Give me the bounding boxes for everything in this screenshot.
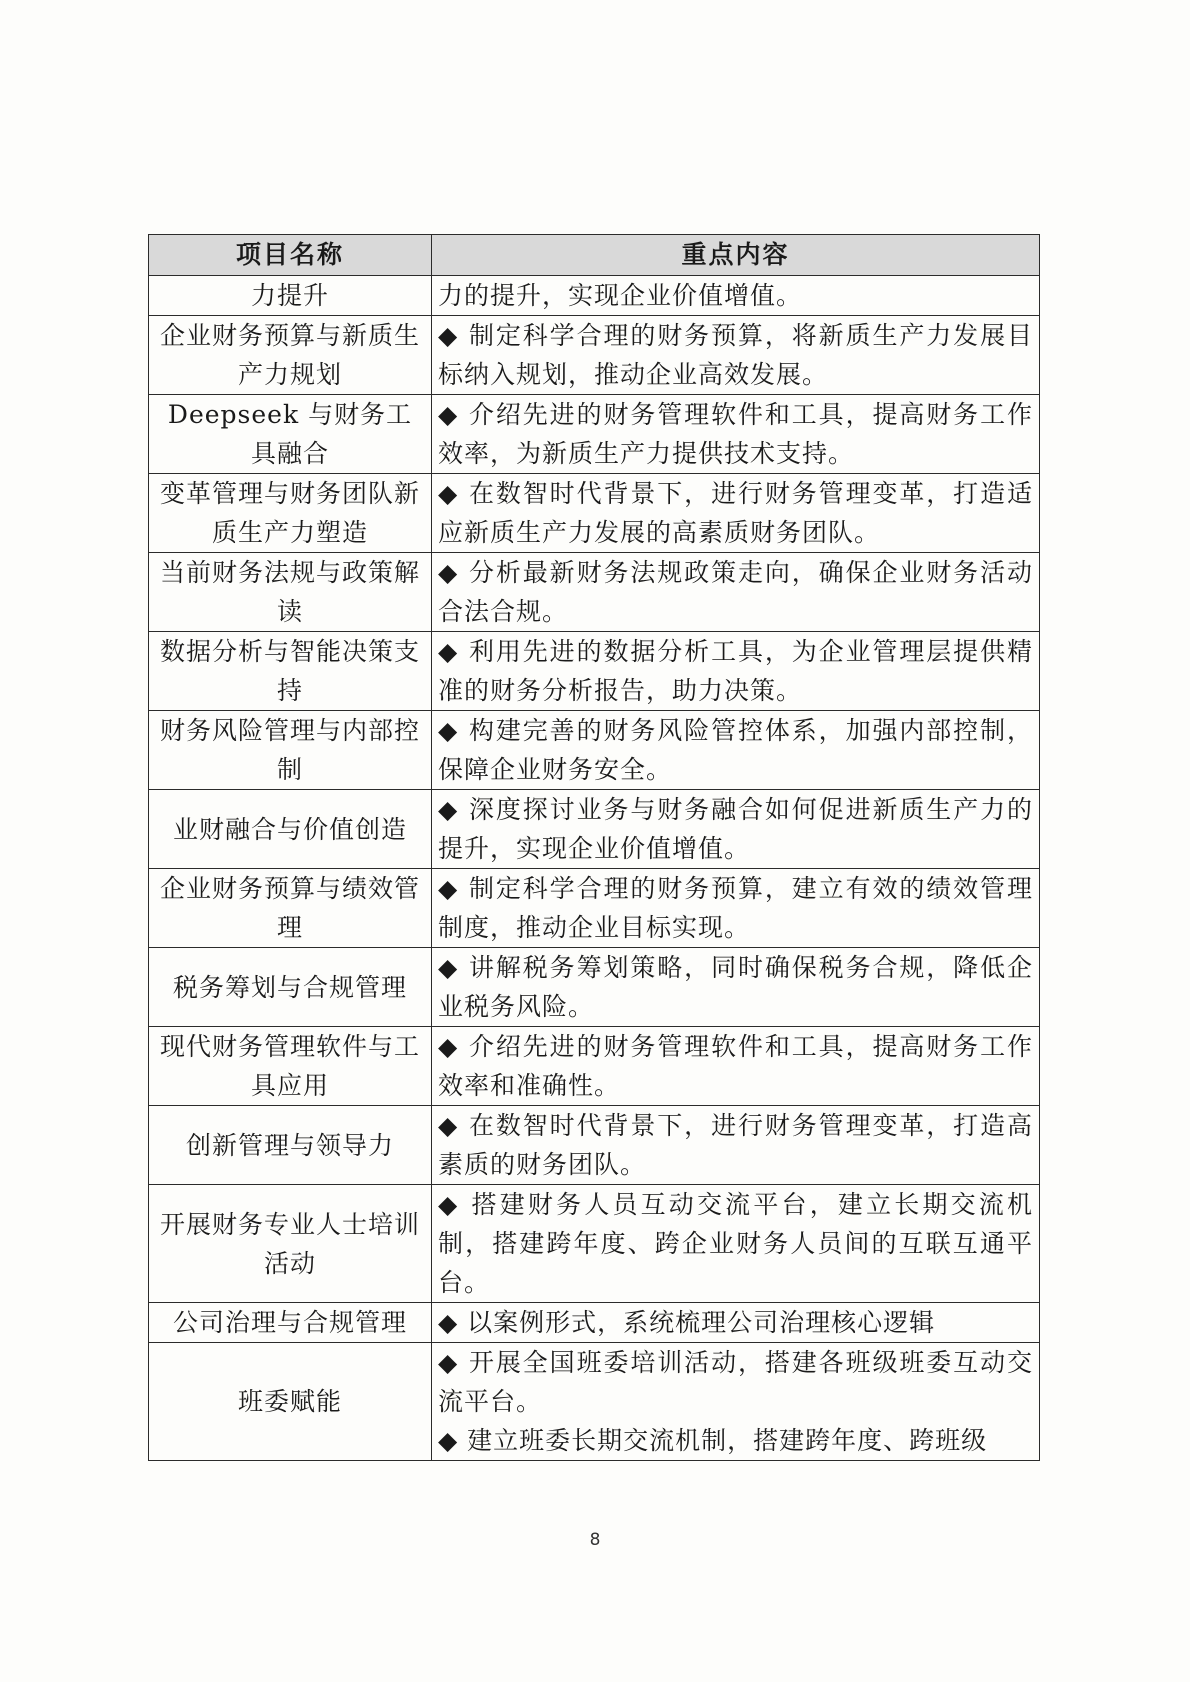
content-line: ◆ 讲解税务筹划策略，同时确保税务合规，降低企业税务风险。	[438, 953, 1033, 1021]
content-line: ◆ 构建完善的财务风险管控体系，加强内部控制，保障企业财务安全。	[438, 716, 1033, 784]
content-line: ◆ 建立班委长期交流机制，搭建跨年度、跨班级	[438, 1426, 988, 1455]
table-row	[149, 869, 1040, 948]
table-header-row	[149, 235, 1040, 276]
key-content-cell	[432, 790, 1040, 869]
page-number: 8	[589, 1530, 601, 1550]
header-project-name: 项目名称	[149, 235, 432, 276]
project-name-cell: 创新管理与领导力	[149, 1106, 432, 1185]
project-name-cell: 税务筹划与合规管理	[149, 948, 432, 1027]
key-content-cell	[432, 869, 1040, 948]
key-content-cell	[432, 1343, 1040, 1461]
project-name-cell: Deepseek 与财务工具融合	[149, 395, 432, 474]
key-content-cell	[432, 553, 1040, 632]
key-content-cell	[432, 1027, 1040, 1106]
project-name-cell: 班委赋能	[149, 1343, 432, 1461]
key-content-cell	[432, 632, 1040, 711]
project-name-cell: 业财融合与价值创造	[149, 790, 432, 869]
content-line: ◆ 制定科学合理的财务预算，建立有效的绩效管理制度，推动企业目标实现。	[438, 874, 1033, 942]
header-key-content: 重点内容	[432, 235, 1040, 276]
content-line: ◆ 介绍先进的财务管理软件和工具，提高财务工作效率和准确性。	[438, 1032, 1033, 1100]
table-row	[149, 1027, 1040, 1106]
table-row	[149, 632, 1040, 711]
table-row	[149, 948, 1040, 1027]
project-name-cell: 开展财务专业人士培训活动	[149, 1185, 432, 1303]
project-name-cell: 当前财务法规与政策解读	[149, 553, 432, 632]
key-content-cell	[432, 316, 1040, 395]
project-name-cell: 财务风险管理与内部控制	[149, 711, 432, 790]
table-body	[149, 276, 1040, 1461]
key-content-cell	[432, 474, 1040, 553]
table-row	[149, 276, 1040, 316]
project-name-cell: 变革管理与财务团队新质生产力塑造	[149, 474, 432, 553]
key-content-cell	[432, 711, 1040, 790]
project-name-cell: 现代财务管理软件与工具应用	[149, 1027, 432, 1106]
content-line: ◆ 以案例形式，系统梳理公司治理核心逻辑	[438, 1308, 936, 1337]
content-line: ◆ 制定科学合理的财务预算，将新质生产力发展目标纳入规划，推动企业高效发展。	[438, 321, 1033, 389]
content-line: ◆ 在数智时代背景下，进行财务管理变革，打造适应新质生产力发展的高素质财务团队。	[438, 479, 1033, 547]
project-name-cell: 数据分析与智能决策支持	[149, 632, 432, 711]
key-content-cell	[432, 948, 1040, 1027]
table-row	[149, 316, 1040, 395]
content-table	[148, 234, 1040, 1461]
key-content-cell	[432, 395, 1040, 474]
content-line: ◆ 在数智时代背景下，进行财务管理变革，打造高素质的财务团队。	[438, 1111, 1033, 1179]
content-line: 力的提升，实现企业价值增值。	[438, 281, 803, 310]
key-content-cell	[432, 276, 1040, 316]
project-name-cell: 企业财务预算与绩效管理	[149, 869, 432, 948]
table-row	[149, 474, 1040, 553]
table-row	[149, 711, 1040, 790]
key-content-cell	[432, 1106, 1040, 1185]
project-name-cell: 力提升	[149, 276, 432, 316]
key-content-cell	[432, 1185, 1040, 1303]
content-line: ◆ 介绍先进的财务管理软件和工具，提高财务工作效率，为新质生产力提供技术支持。	[438, 400, 1033, 468]
content-line: ◆ 深度探讨业务与财务融合如何促进新质生产力的提升，实现企业价值增值。	[438, 795, 1033, 863]
table-row	[149, 553, 1040, 632]
project-name-cell: 企业财务预算与新质生产力规划	[149, 316, 432, 395]
table-row	[149, 395, 1040, 474]
table-row	[149, 1106, 1040, 1185]
table-row	[149, 1185, 1040, 1303]
key-content-cell	[432, 1303, 1040, 1343]
content-line: ◆ 利用先进的数据分析工具，为企业管理层提供精准的财务分析报告，助力决策。	[438, 637, 1033, 705]
content-line: ◆ 开展全国班委培训活动，搭建各班级班委互动交流平台。	[438, 1348, 1033, 1416]
project-name-cell: 公司治理与合规管理	[149, 1303, 432, 1343]
table-row	[149, 1343, 1040, 1461]
table-row	[149, 790, 1040, 869]
table-row	[149, 1303, 1040, 1343]
content-line: ◆ 搭建财务人员互动交流平台，建立长期交流机制，搭建跨年度、跨企业财务人员间的互联互通平台。	[438, 1190, 1033, 1297]
content-line: ◆ 分析最新财务法规政策走向，确保企业财务活动合法合规。	[438, 558, 1033, 626]
